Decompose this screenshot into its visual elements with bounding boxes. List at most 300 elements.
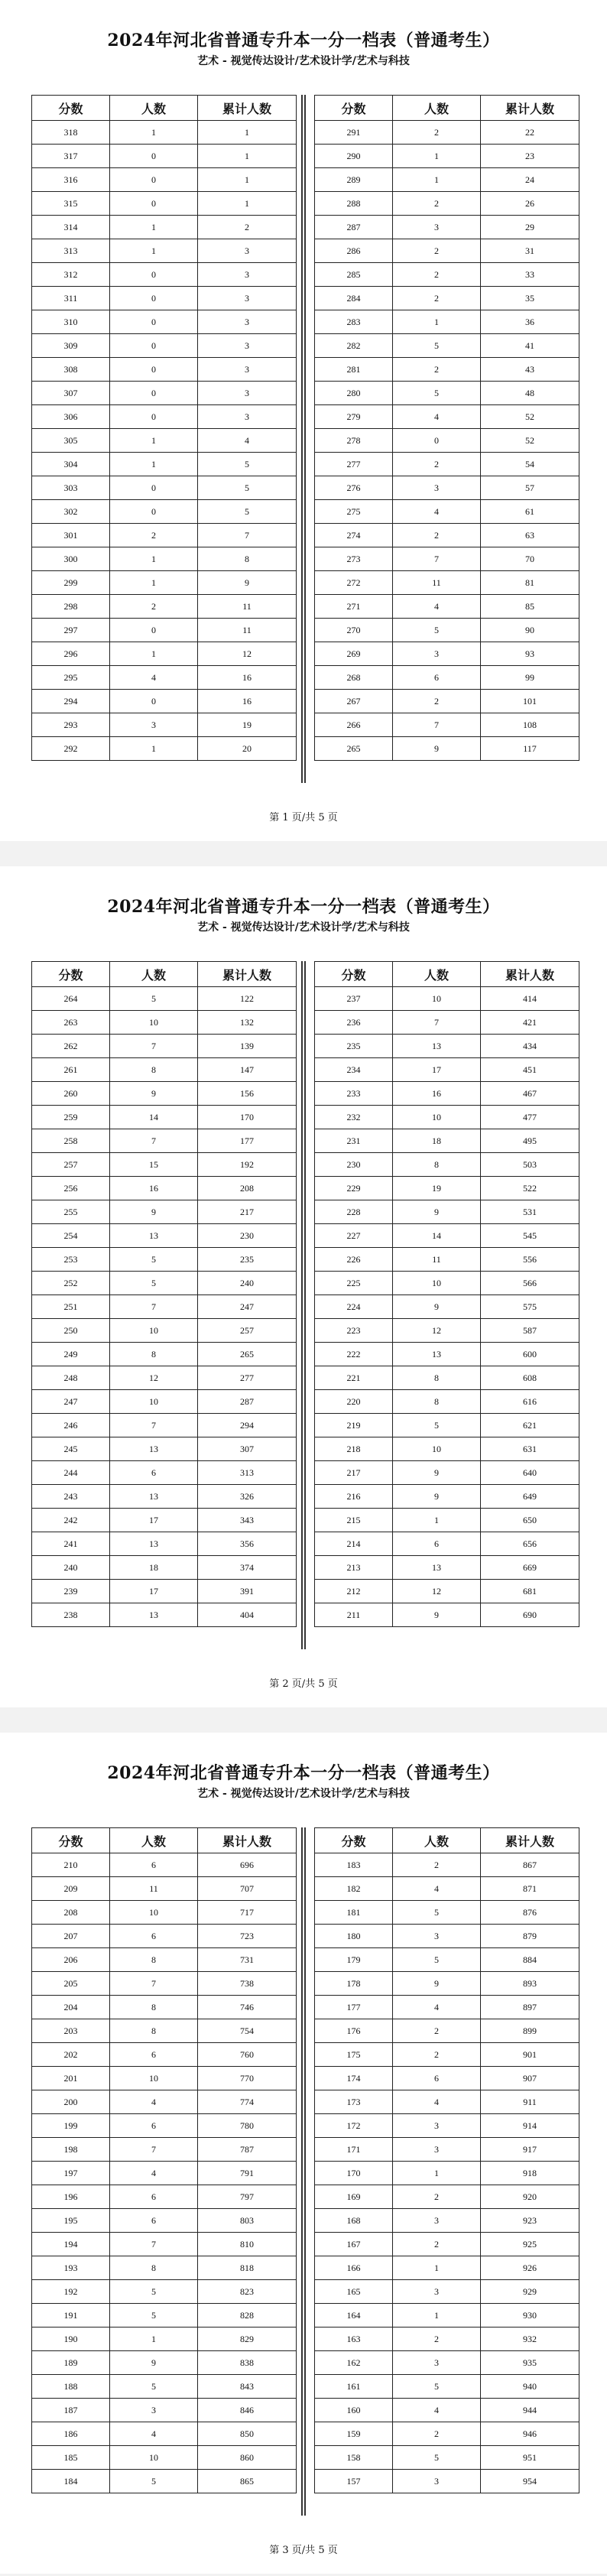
table-row [315, 263, 579, 287]
table-row [32, 987, 297, 1011]
table-row [32, 2351, 297, 2375]
count-cell: 7 [110, 1414, 198, 1437]
cumulative-cell: 3 [198, 239, 297, 263]
cumulative-cell: 944 [481, 2399, 579, 2422]
count-cell: 2 [393, 453, 481, 476]
count-cell: 4 [393, 500, 481, 524]
table-row [32, 1853, 297, 1877]
cumulative-cell: 717 [198, 1901, 297, 1925]
score-cell: 278 [315, 429, 393, 453]
count-cell: 3 [393, 2470, 481, 2493]
score-cell: 296 [32, 642, 110, 666]
table-row [32, 2043, 297, 2067]
cumulative-cell: 608 [481, 1366, 579, 1390]
cumulative-cell: 929 [481, 2280, 579, 2304]
score-cell: 312 [32, 263, 110, 287]
table-row [32, 619, 297, 642]
score-cell: 224 [315, 1295, 393, 1319]
table-row [315, 1580, 579, 1603]
page-footer: 第 2 页/共 5 页 [269, 1678, 338, 1690]
cumulative-cell: 247 [198, 1295, 297, 1319]
cumulative-cell: 738 [198, 1972, 297, 1996]
score-cell: 172 [315, 2114, 393, 2138]
table-row [32, 666, 297, 690]
table-row [315, 1996, 579, 2019]
table-row [32, 713, 297, 737]
table-row [315, 453, 579, 476]
cumulative-cell: 787 [198, 2138, 297, 2162]
cumulative-cell: 656 [481, 1532, 579, 1556]
score-cell: 305 [32, 429, 110, 453]
table-row [32, 1414, 297, 1437]
score-cell: 283 [315, 310, 393, 334]
score-cell: 284 [315, 287, 393, 310]
table-row [32, 1295, 297, 1319]
score-cell: 250 [32, 1319, 110, 1343]
table-row [32, 405, 297, 429]
count-cell: 2 [393, 2233, 481, 2256]
table-row [32, 1343, 297, 1366]
count-cell: 7 [110, 2138, 198, 2162]
cumulative-cell: 22 [481, 121, 579, 145]
table-row [315, 1106, 579, 1129]
cumulative-cell: 414 [481, 987, 579, 1011]
score-cell: 236 [315, 1011, 393, 1035]
score-table-right [314, 95, 579, 761]
count-cell: 4 [110, 2090, 198, 2114]
cumulative-cell: 294 [198, 1414, 297, 1437]
score-cell: 181 [315, 1901, 393, 1925]
count-cell: 10 [110, 1319, 198, 1343]
cumulative-cell: 230 [198, 1224, 297, 1248]
count-cell: 1 [110, 571, 198, 595]
table-row [32, 524, 297, 547]
table-row [32, 453, 297, 476]
score-cell: 277 [315, 453, 393, 476]
cumulative-cell: 932 [481, 2327, 579, 2351]
score-cell: 282 [315, 334, 393, 358]
column-header: 分数 [32, 1828, 110, 1853]
table-row [315, 1877, 579, 1901]
table-row [32, 2256, 297, 2280]
score-cell: 262 [32, 1035, 110, 1058]
cumulative-cell: 90 [481, 619, 579, 642]
table-row [32, 1972, 297, 1996]
score-cell: 173 [315, 2090, 393, 2114]
cumulative-cell: 907 [481, 2067, 579, 2090]
cumulative-cell: 850 [198, 2422, 297, 2446]
score-cell: 182 [315, 1877, 393, 1901]
count-cell: 3 [393, 216, 481, 239]
score-cell: 271 [315, 595, 393, 619]
cumulative-cell: 122 [198, 987, 297, 1011]
score-cell: 298 [32, 595, 110, 619]
score-cell: 180 [315, 1925, 393, 1948]
table-row [32, 1390, 297, 1414]
score-cell: 171 [315, 2138, 393, 2162]
table-row [315, 1082, 579, 1106]
column-header: 分数 [315, 962, 393, 987]
count-cell: 6 [110, 1853, 198, 1877]
score-cell: 170 [315, 2162, 393, 2185]
score-cell: 241 [32, 1532, 110, 1556]
score-cell: 265 [315, 737, 393, 761]
score-cell: 266 [315, 713, 393, 737]
count-cell: 3 [393, 2114, 481, 2138]
score-cell: 299 [32, 571, 110, 595]
score-cell: 302 [32, 500, 110, 524]
table-row [315, 1901, 579, 1925]
table-row [315, 239, 579, 263]
cumulative-cell: 926 [481, 2256, 579, 2280]
count-cell: 6 [110, 1461, 198, 1485]
score-cell: 233 [315, 1082, 393, 1106]
column-header: 累计人数 [481, 1828, 579, 1853]
count-cell: 0 [110, 358, 198, 382]
score-cell: 264 [32, 987, 110, 1011]
score-cell: 314 [32, 216, 110, 239]
count-cell: 16 [393, 1082, 481, 1106]
table-row [315, 2185, 579, 2209]
table-row [32, 2209, 297, 2233]
count-cell: 2 [393, 524, 481, 547]
count-cell: 9 [393, 1485, 481, 1509]
cumulative-cell: 36 [481, 310, 579, 334]
count-cell: 18 [393, 1129, 481, 1153]
score-cell: 260 [32, 1082, 110, 1106]
cumulative-cell: 791 [198, 2162, 297, 2185]
count-cell: 11 [393, 1248, 481, 1272]
score-cell: 230 [315, 1153, 393, 1177]
cumulative-cell: 696 [198, 1853, 297, 1877]
count-cell: 1 [393, 2162, 481, 2185]
score-cell: 309 [32, 334, 110, 358]
score-cell: 258 [32, 1129, 110, 1153]
table-row [32, 1058, 297, 1082]
score-cell: 202 [32, 2043, 110, 2067]
count-cell: 10 [393, 1437, 481, 1461]
count-cell: 13 [110, 1437, 198, 1461]
table-row [315, 2304, 579, 2327]
cumulative-cell: 477 [481, 1106, 579, 1129]
table-row [32, 2019, 297, 2043]
count-cell: 10 [393, 1272, 481, 1295]
table-row [315, 547, 579, 571]
score-cell: 316 [32, 168, 110, 192]
cumulative-cell: 871 [481, 1877, 579, 1901]
cumulative-cell: 867 [481, 1853, 579, 1877]
count-cell: 5 [393, 382, 481, 405]
table-header-row [315, 1828, 579, 1853]
table-row [315, 1177, 579, 1200]
cumulative-cell: 797 [198, 2185, 297, 2209]
table-row [32, 216, 297, 239]
count-cell: 1 [110, 453, 198, 476]
cumulative-cell: 746 [198, 1996, 297, 2019]
table-row [315, 2114, 579, 2138]
cumulative-cell: 946 [481, 2422, 579, 2446]
cumulative-cell: 307 [198, 1437, 297, 1461]
score-cell: 197 [32, 2162, 110, 2185]
score-cell: 288 [315, 192, 393, 216]
count-cell: 13 [393, 1343, 481, 1366]
table-row [32, 310, 297, 334]
count-cell: 0 [110, 310, 198, 334]
count-cell: 9 [393, 1295, 481, 1319]
count-cell: 11 [393, 571, 481, 595]
table-row [32, 2138, 297, 2162]
cumulative-cell: 20 [198, 737, 297, 761]
table-row [315, 1129, 579, 1153]
cumulative-cell: 828 [198, 2304, 297, 2327]
cumulative-cell: 884 [481, 1948, 579, 1972]
table-row [315, 2280, 579, 2304]
table-row [315, 666, 579, 690]
cumulative-cell: 649 [481, 1485, 579, 1509]
score-cell: 253 [32, 1248, 110, 1272]
score-cell: 193 [32, 2256, 110, 2280]
cumulative-cell: 63 [481, 524, 579, 547]
score-cell: 295 [32, 666, 110, 690]
count-cell: 13 [110, 1603, 198, 1627]
count-cell: 5 [110, 2304, 198, 2327]
count-cell: 2 [110, 595, 198, 619]
cumulative-cell: 132 [198, 1011, 297, 1035]
cumulative-cell: 707 [198, 1877, 297, 1901]
score-cell: 211 [315, 1603, 393, 1627]
table-row [32, 1437, 297, 1461]
cumulative-cell: 818 [198, 2256, 297, 2280]
table-row [315, 2422, 579, 2446]
page-footer: 第 3 页/共 5 页 [269, 2545, 338, 2556]
cumulative-cell: 117 [481, 737, 579, 761]
score-cell: 228 [315, 1200, 393, 1224]
score-cell: 164 [315, 2304, 393, 2327]
score-table-left [31, 961, 297, 1627]
cumulative-cell: 901 [481, 2043, 579, 2067]
cumulative-cell: 2 [198, 216, 297, 239]
table-row [32, 1200, 297, 1224]
score-cell: 215 [315, 1509, 393, 1532]
table-row [315, 1461, 579, 1485]
table-row [32, 287, 297, 310]
count-cell: 10 [110, 1390, 198, 1414]
table-row [32, 2446, 297, 2470]
cumulative-cell: 24 [481, 168, 579, 192]
table-row [32, 2304, 297, 2327]
score-cell: 179 [315, 1948, 393, 1972]
count-cell: 5 [110, 1272, 198, 1295]
table-row [32, 429, 297, 453]
score-cell: 269 [315, 642, 393, 666]
score-cell: 217 [315, 1461, 393, 1485]
cumulative-cell: 923 [481, 2209, 579, 2233]
table-row [32, 1877, 297, 1901]
score-cell: 263 [32, 1011, 110, 1035]
cumulative-cell: 101 [481, 690, 579, 713]
score-cell: 234 [315, 1058, 393, 1082]
cumulative-cell: 54 [481, 453, 579, 476]
score-cell: 315 [32, 192, 110, 216]
cumulative-cell: 631 [481, 1437, 579, 1461]
table-row [32, 571, 297, 595]
table-row [315, 310, 579, 334]
table-row [315, 1295, 579, 1319]
score-cell: 158 [315, 2446, 393, 2470]
cumulative-cell: 5 [198, 500, 297, 524]
count-cell: 7 [110, 2233, 198, 2256]
cumulative-cell: 575 [481, 1295, 579, 1319]
score-cell: 281 [315, 358, 393, 382]
cumulative-cell: 640 [481, 1461, 579, 1485]
count-cell: 3 [393, 2138, 481, 2162]
count-cell: 6 [393, 2067, 481, 2090]
cumulative-cell: 48 [481, 382, 579, 405]
cumulative-cell: 865 [198, 2470, 297, 2493]
cumulative-cell: 495 [481, 1129, 579, 1153]
score-cell: 290 [315, 145, 393, 168]
table-row [32, 2375, 297, 2399]
count-cell: 3 [110, 2399, 198, 2422]
table-row [32, 263, 297, 287]
page-subtitle: 艺术 - 视觉传达设计/艺术设计学/艺术与科技 [197, 921, 410, 934]
cumulative-cell: 780 [198, 2114, 297, 2138]
score-cell: 192 [32, 2280, 110, 2304]
cumulative-cell: 681 [481, 1580, 579, 1603]
score-cell: 248 [32, 1366, 110, 1390]
score-cell: 167 [315, 2233, 393, 2256]
table-row [32, 1153, 297, 1177]
table-row [315, 1058, 579, 1082]
cumulative-cell: 467 [481, 1082, 579, 1106]
count-cell: 12 [393, 1580, 481, 1603]
count-cell: 1 [393, 168, 481, 192]
table-row [315, 287, 579, 310]
count-cell: 7 [393, 1011, 481, 1035]
score-cell: 289 [315, 168, 393, 192]
cumulative-cell: 838 [198, 2351, 297, 2375]
cumulative-cell: 5 [198, 476, 297, 500]
score-cell: 195 [32, 2209, 110, 2233]
count-cell: 1 [110, 547, 198, 571]
score-cell: 300 [32, 547, 110, 571]
table-row [32, 1996, 297, 2019]
cumulative-cell: 669 [481, 1556, 579, 1580]
count-cell: 0 [110, 476, 198, 500]
cumulative-cell: 621 [481, 1414, 579, 1437]
table-row [315, 500, 579, 524]
column-header: 累计人数 [481, 96, 579, 121]
count-cell: 17 [110, 1580, 198, 1603]
count-cell: 2 [393, 2019, 481, 2043]
cumulative-cell: 754 [198, 2019, 297, 2043]
score-cell: 244 [32, 1461, 110, 1485]
score-cell: 220 [315, 1390, 393, 1414]
column-header: 分数 [315, 96, 393, 121]
count-cell: 2 [393, 121, 481, 145]
score-cell: 308 [32, 358, 110, 382]
score-cell: 294 [32, 690, 110, 713]
table-row [32, 1485, 297, 1509]
count-cell: 2 [393, 690, 481, 713]
count-cell: 0 [110, 619, 198, 642]
cumulative-cell: 52 [481, 405, 579, 429]
table-row [315, 1224, 579, 1248]
cumulative-cell: 545 [481, 1224, 579, 1248]
count-cell: 5 [393, 334, 481, 358]
cumulative-cell: 29 [481, 216, 579, 239]
cumulative-cell: 914 [481, 2114, 579, 2138]
score-cell: 246 [32, 1414, 110, 1437]
cumulative-cell: 918 [481, 2162, 579, 2185]
table-row [32, 382, 297, 405]
score-table-right [314, 961, 579, 1627]
count-cell: 1 [110, 429, 198, 453]
cumulative-cell: 11 [198, 595, 297, 619]
table-header-row [32, 962, 297, 987]
cumulative-cell: 147 [198, 1058, 297, 1082]
count-cell: 10 [110, 2067, 198, 2090]
score-cell: 235 [315, 1035, 393, 1058]
cumulative-cell: 61 [481, 500, 579, 524]
count-cell: 2 [393, 239, 481, 263]
cumulative-cell: 954 [481, 2470, 579, 2493]
count-cell: 7 [393, 713, 481, 737]
cumulative-cell: 99 [481, 666, 579, 690]
cumulative-cell: 7 [198, 524, 297, 547]
count-cell: 2 [110, 524, 198, 547]
cumulative-cell: 3 [198, 263, 297, 287]
cumulative-cell: 3 [198, 334, 297, 358]
count-cell: 8 [393, 1153, 481, 1177]
cumulative-cell: 503 [481, 1153, 579, 1177]
count-cell: 5 [110, 1248, 198, 1272]
count-cell: 8 [393, 1366, 481, 1390]
count-cell: 9 [110, 1082, 198, 1106]
cumulative-cell: 404 [198, 1603, 297, 1627]
score-cell: 196 [32, 2185, 110, 2209]
score-cell: 240 [32, 1556, 110, 1580]
column-header: 人数 [110, 962, 198, 987]
table-row [32, 2327, 297, 2351]
document-page [0, 0, 607, 841]
count-cell: 13 [393, 1556, 481, 1580]
score-cell: 267 [315, 690, 393, 713]
score-cell: 225 [315, 1272, 393, 1295]
cumulative-cell: 843 [198, 2375, 297, 2399]
table-row [315, 713, 579, 737]
count-cell: 1 [393, 145, 481, 168]
score-cell: 251 [32, 1295, 110, 1319]
score-cell: 287 [315, 216, 393, 239]
count-cell: 2 [393, 1853, 481, 1877]
table-row [32, 737, 297, 761]
score-cell: 174 [315, 2067, 393, 2090]
table-row [315, 1509, 579, 1532]
count-cell: 4 [110, 666, 198, 690]
table-row [315, 2470, 579, 2493]
cumulative-cell: 803 [198, 2209, 297, 2233]
table-row [315, 2446, 579, 2470]
cumulative-cell: 434 [481, 1035, 579, 1058]
count-cell: 5 [110, 2375, 198, 2399]
page-subtitle: 艺术 - 视觉传达设计/艺术设计学/艺术与科技 [197, 1788, 410, 1800]
count-cell: 0 [110, 405, 198, 429]
table-row [315, 1343, 579, 1366]
score-cell: 206 [32, 1948, 110, 1972]
score-cell: 313 [32, 239, 110, 263]
count-cell: 17 [393, 1058, 481, 1082]
